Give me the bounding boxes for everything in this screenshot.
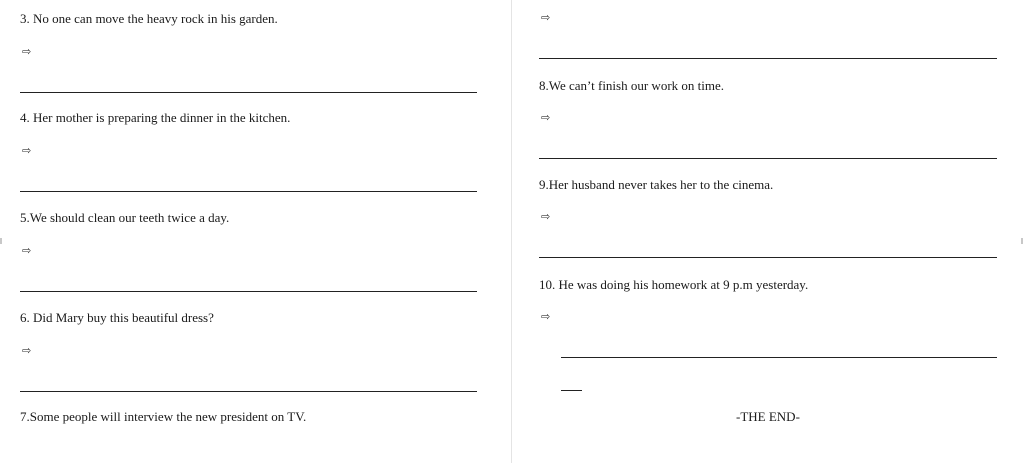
answer-arrow-icon: ⇨ xyxy=(22,244,32,257)
answer-line[interactable] xyxy=(20,191,477,192)
page-edge-mark-left xyxy=(0,238,2,244)
question-10: 10. He was doing his homework at 9 p.m yesterday. xyxy=(539,277,809,292)
answer-arrow-icon: ⇨ xyxy=(541,210,551,223)
answer-line[interactable] xyxy=(20,391,477,392)
question-4: 4. Her mother is preparing the dinner in the kitchen. xyxy=(20,110,291,125)
answer-line[interactable] xyxy=(539,257,997,258)
answer-arrow-icon: ⇨ xyxy=(22,144,32,157)
answer-arrow-icon: ⇨ xyxy=(22,344,32,357)
question-8: 8.We can’t finish our work on time. xyxy=(539,78,725,93)
the-end-label: -THE END- xyxy=(736,409,800,424)
answer-line[interactable] xyxy=(539,158,997,159)
answer-arrow-icon: ⇨ xyxy=(541,11,551,24)
answer-line[interactable] xyxy=(20,291,477,292)
column-divider xyxy=(511,0,512,463)
answer-line[interactable] xyxy=(539,58,997,59)
answer-arrow-icon: ⇨ xyxy=(541,310,551,323)
question-3: 3. No one can move the heavy rock in his garden. xyxy=(20,11,278,26)
question-5: 5.We should clean our teeth twice a day. xyxy=(20,210,230,225)
question-6: 6. Did Mary buy this beautiful dress? xyxy=(20,310,214,325)
answer-line[interactable] xyxy=(20,92,477,93)
answer-arrow-icon: ⇨ xyxy=(541,111,551,124)
answer-arrow-icon: ⇨ xyxy=(22,45,32,58)
question-7: 7.Some people will interview the new president on TV. xyxy=(20,409,307,424)
answer-line-short[interactable] xyxy=(561,390,582,391)
page-edge-mark-right xyxy=(1021,238,1023,244)
question-9: 9.Her husband never takes her to the cinema. xyxy=(539,177,774,192)
answer-line[interactable] xyxy=(561,357,997,358)
